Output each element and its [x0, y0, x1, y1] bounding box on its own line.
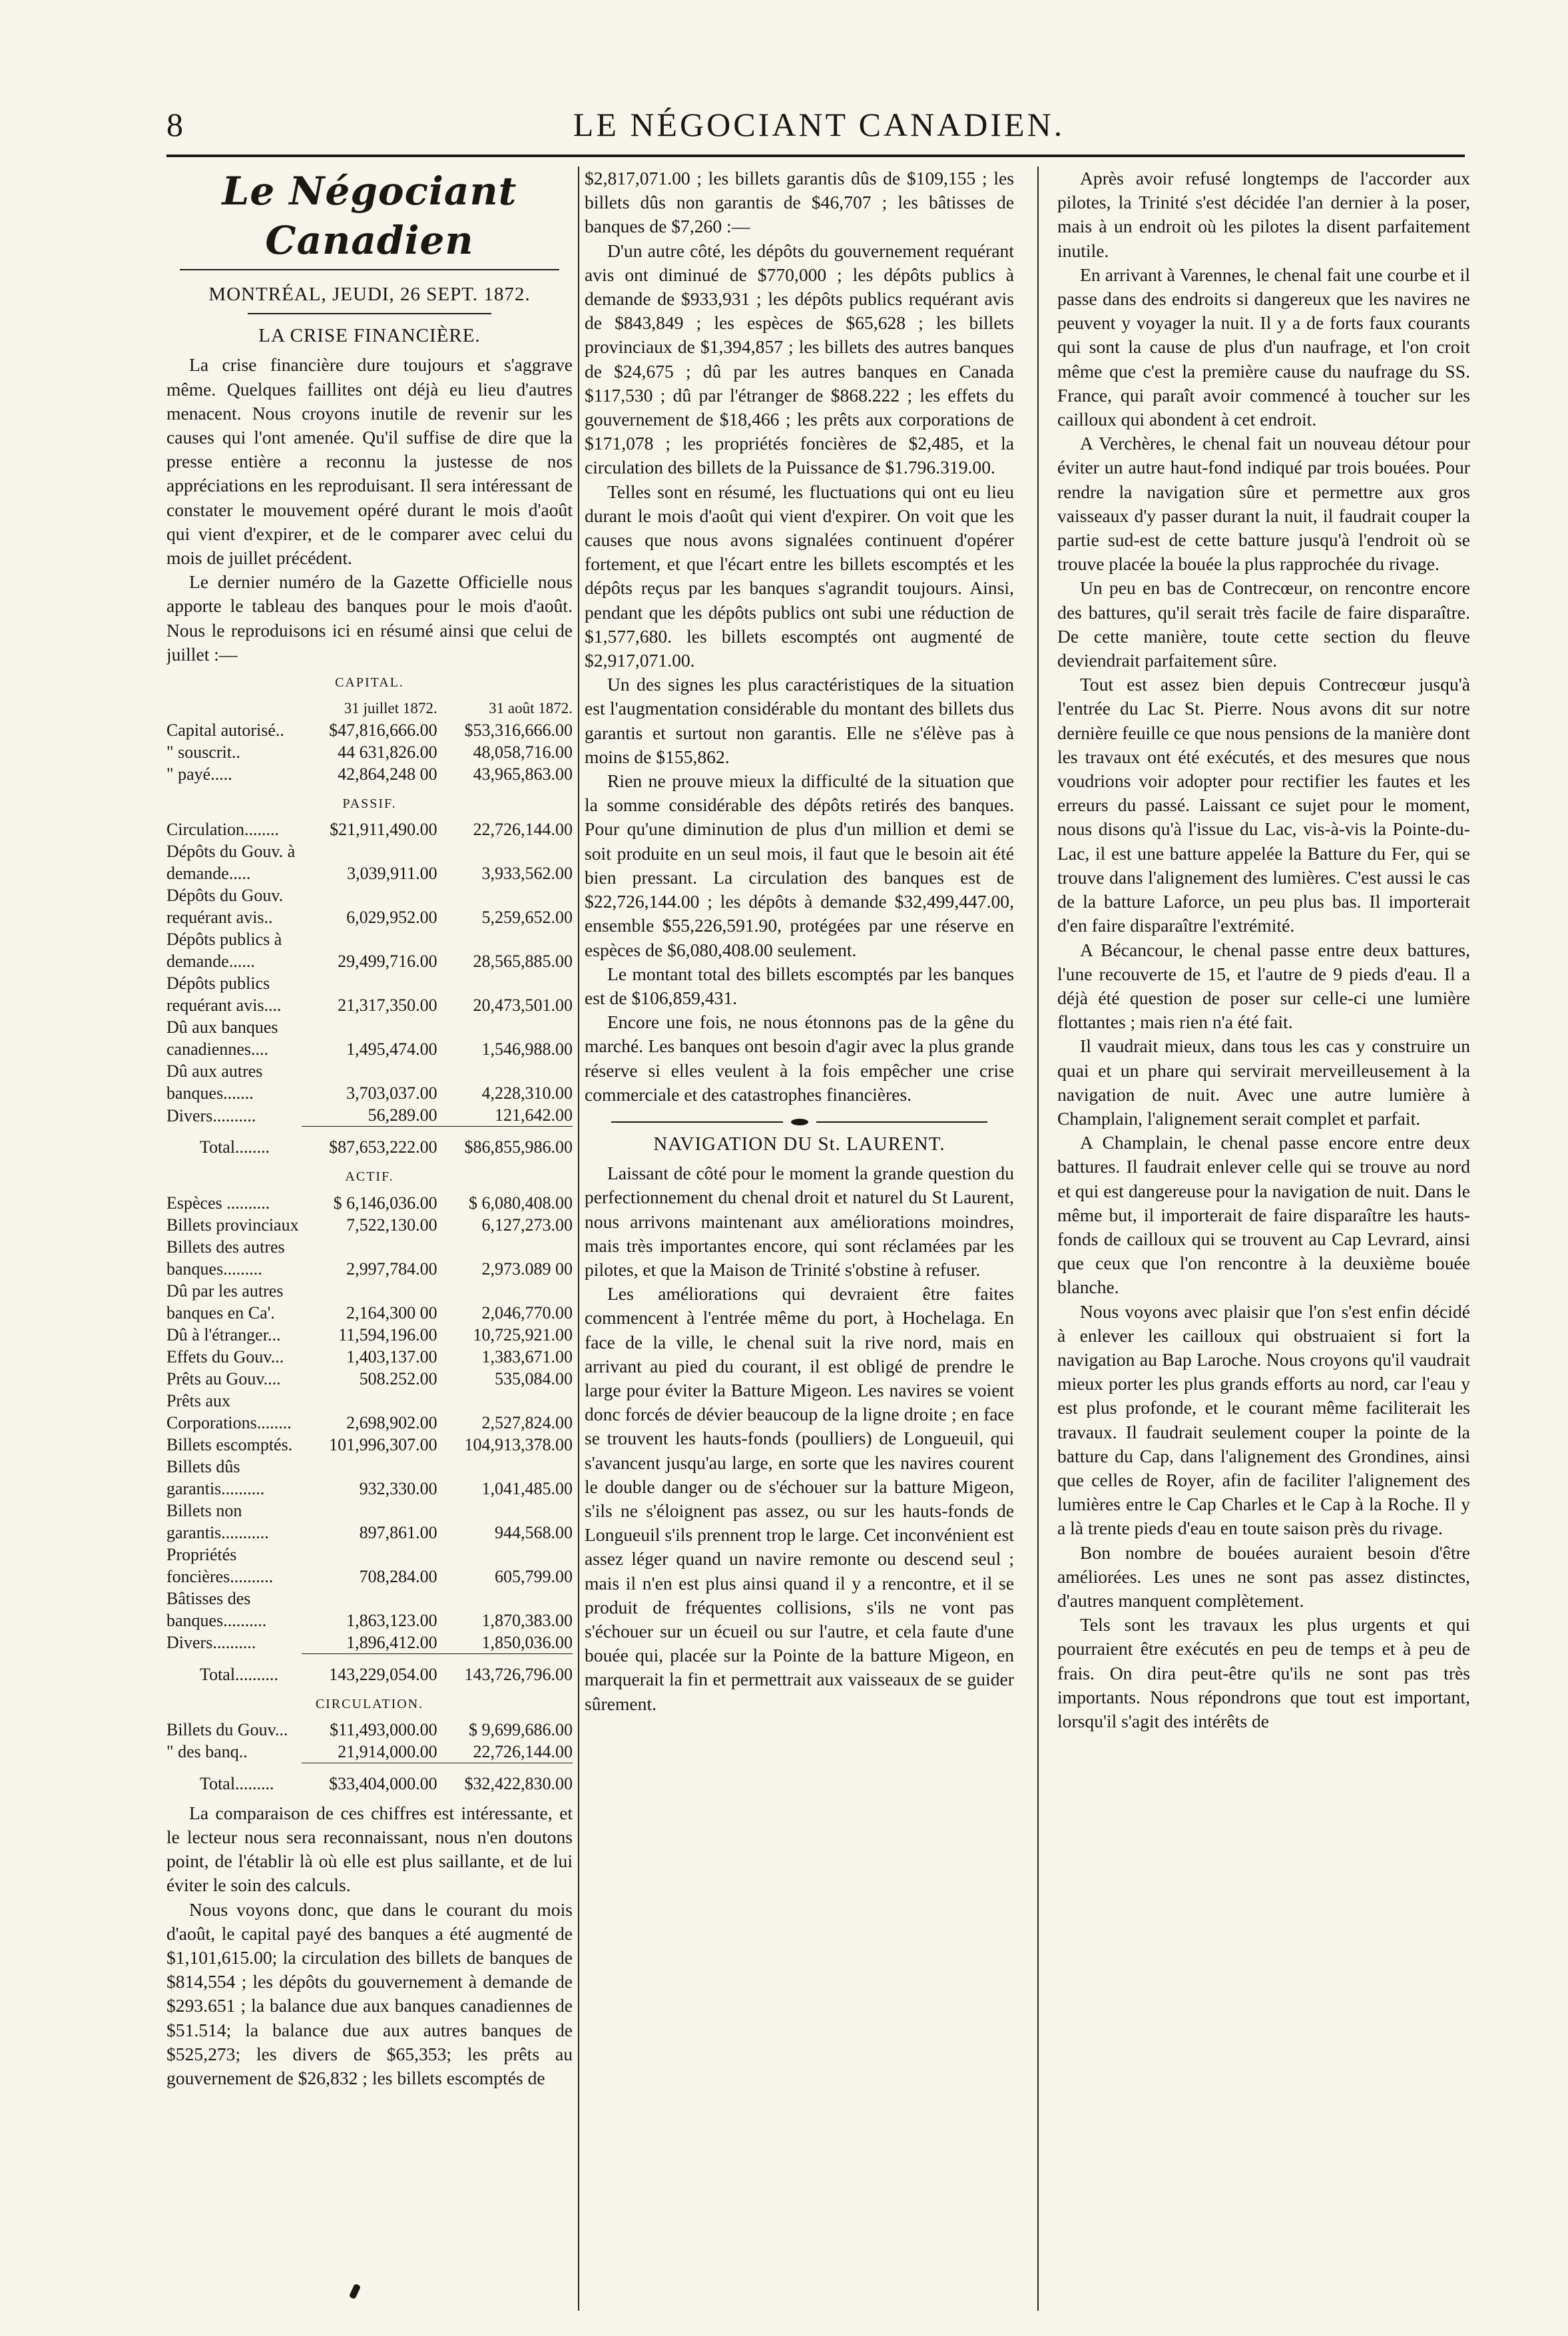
table-row: [166, 1544, 573, 1588]
table-row: [166, 1456, 573, 1500]
value-august: 2,973.089 00: [481, 1259, 573, 1279]
header-rule: [166, 154, 1465, 157]
table-row: [166, 1588, 573, 1631]
table-heading-passif: PASSIF.: [342, 796, 397, 812]
paragraph: Le dernier numéro de la Gazette Officielle nous apporte le tableau des banques pour le mois d'août. Nous le reproduisons ici en résumé ainsi que celui de juillet :—: [166, 571, 573, 665]
value-july: 2,698,902.00: [346, 1412, 437, 1432]
circulation-table: [166, 1719, 573, 1795]
dateline-rule: [248, 313, 491, 314]
dateline: MONTRÉAL, JEUDI, 26 SEPT. 1872.: [208, 284, 531, 305]
row-label: Dépôts publics à demande......: [166, 930, 282, 972]
row-label: Propriétés foncières..........: [166, 1544, 274, 1586]
table-row: [166, 1104, 573, 1127]
value-july: 29,499,716.00: [338, 952, 437, 972]
row-label: Capital autorisé..: [166, 721, 284, 740]
paragraph: Tout est assez bien depuis Contrecœur jusqu'à l'entrée du Lac St. Pierre. Nous avons dit sur notre dernière feuille ce que nous pensions de la manière dont les travaux ont été exécutés, et des mesures que nous voudrions voir adopter pour rectifier les fautes et les erreurs du passé. Laissant ce sujet pour le moment, nous disons qu'à l'issue du Lac, vis-à-vis la Pointe-du-Lac, il est une batture appelée la Batture du Fer, qui se trouve dans l'alignement des lumières. C'est aussi le cas de la batture Laforce, un peu plus bas. Il importerait d'en faire disparaître l'extrémité.: [1057, 674, 1470, 936]
row-label: " des banq..: [166, 1742, 248, 1762]
value-july: 21,317,350.00: [338, 996, 437, 1016]
table-row: [166, 1016, 573, 1060]
value-august: 1,870,383.00: [481, 1610, 573, 1630]
row-label: Dû à l'étranger...: [166, 1324, 281, 1344]
value-august: $ 6,080,408.00: [469, 1193, 573, 1213]
paragraph: Encore une fois, ne nous étonnons pas de la gêne du marché. Les banques ont besoin d'agir avec la plus grande réserve si elles veulent à la fois empêcher une crise commerciale et des catastrophes financières.: [585, 1012, 1014, 1105]
value-august: 104,913,378.00: [464, 1434, 573, 1454]
paragraph: La crise financière dure toujours et s'aggrave même. Quelques faillites ont déjà eu lieu d'autres menacent. Nous croyons inutile de revenir sur les causes qui l'ont amenée. Qu'il suffise de dire que la presse entière a reconnu la justesse de nos appréciations en les reproduisant. Il sera intéressant de constater le mouvement opéré durant le mois d'août qui vient d'expirer, et de le comparer avec celui du mois de juillet précédent.: [166, 354, 573, 569]
table-total-row: Total.......... 143,229,054.00 143,726,796.00: [166, 1653, 573, 1685]
value-july: 44 631,826.00: [338, 742, 437, 762]
paragraph: Bon nombre de bouées auraient besoin d'être améliorées. Les unes ne sont pas assez distinctes, d'autres manquent complètement.: [1057, 1542, 1470, 1611]
table-column-headers: [166, 697, 573, 719]
page-header: [166, 105, 1471, 158]
table-row: [166, 1324, 573, 1346]
row-label: Dépôts du Gouv. requérant avis..: [166, 886, 284, 928]
article-title: LA CRISE FINANCIÈRE.: [258, 325, 481, 347]
table-row: [166, 1500, 573, 1544]
value-august: 121,642.00: [495, 1105, 573, 1125]
value-august: 3,933,562.00: [481, 864, 573, 884]
masthead: Le Négociant Canadien: [222, 168, 517, 263]
circulation-rows: [166, 1719, 573, 1763]
value-july: 21,914,000.00: [338, 1741, 437, 1761]
table-row: [166, 1631, 573, 1654]
paragraph: La comparaison de ces chiffres est intéressante, et le lecteur nous sera reconnaissant, nous n'en doutons point, de l'établir là où elle est plus saillante, et de lui éviter le soin des calculs.: [166, 1802, 573, 1896]
table-row: [166, 1390, 573, 1434]
column-header-july: 31 juillet 1872.: [344, 700, 437, 717]
row-label: Divers..........: [166, 1633, 256, 1653]
value-august: 22,726,144.00: [473, 820, 573, 840]
table-row: [166, 972, 573, 1016]
value-july: 508.252.00: [359, 1368, 437, 1388]
row-label: Billets non garantis...........: [166, 1500, 269, 1542]
row-label: Espèces ..........: [166, 1193, 270, 1213]
paragraph: A Bécancour, le chenal passe entre deux battures, l'une recouverte de 15, et l'autre de 9 pieds d'eau. Il a déjà été question de poser sur celle-ci une lumière flottantes ; mais rien n'a été fait.: [1057, 939, 1470, 1033]
bank-statement-table: [166, 697, 573, 785]
value-july: 56,289.00: [368, 1105, 437, 1125]
value-july: $11,493,000.00: [330, 1719, 437, 1739]
paragraph: A Champlain, le chenal passe encore entre deux battures. Il faudrait enlever celle qui se trouve au nord et qui est dangereuse pour la navigation de nuit. Dans le même but, il importerait de faire disparaître les hauts-fonds de cailloux qui se trouvent au Cap Levrard, ainsi que ceux que l'on rencontre à la deuxième bouée blanche.: [1057, 1132, 1470, 1298]
row-label: Circulation........: [166, 820, 279, 840]
value-july: 708,284.00: [359, 1566, 437, 1586]
table-row: [166, 1346, 573, 1368]
column-divider: [578, 166, 579, 2311]
value-august: 22,726,144.00: [473, 1741, 573, 1761]
value-august: 605,799.00: [495, 1566, 573, 1586]
row-label: Dû aux banques canadiennes....: [166, 1018, 278, 1059]
table-row: [166, 1280, 573, 1324]
value-august: 4,228,310.00: [481, 1083, 573, 1103]
row-label: Billets dûs garantis..........: [166, 1456, 265, 1498]
capital-rows: [166, 719, 573, 785]
paragraph: Telles sont en résumé, les fluctuations qui ont eu lieu durant le mois d'août qui vient d'expirer. On voit que les causes que nous avons signalées continuent d'opérer fortement, et que l'écart entre les billets escomptés et les dépôts reçus par les banques s'agrandit toujours. Ainsi, pendant que les dépôts publics ont subi une réduction de $1,577,680. les billets escomptés ont augmenté de $2,917,071.00.: [585, 481, 1014, 671]
value-july: 932,330.00: [359, 1478, 437, 1498]
value-july: 101,996,307.00: [329, 1434, 437, 1454]
actif-rows: [166, 1192, 573, 1654]
paragraph: Les améliorations qui devraient être faites commencent à l'entrée même du port, à Hochelaga. En face de la ville, le chenal suit la rive nord, mais en arrivant au pied du courant, il est obligé de prendre le large pour éviter la Batture Migeon. Les navires se voient donc forcés de dévier beaucoup de la ligne droite ; en face se trouvent les hauts-fonds (poulliers) de Longueuil, qui s'avancent jusqu'au large, en sorte que les navires courent le double danger ou de s'échouer sur la batture Migeon, s'ils ne s'éloignent pas assez, ou sur les hauts-fonds de Longueuil s'ils prennent trop le large. Cet inconvénient est assez léger quand un navire remonte ou descend seul ; mais il n'en est plus ainsi quand il y a rencontre, et il se produit de fréquentes collisions, s'ils ne vont pas s'échouer sur un écueil ou sur l'autre, et cela faute d'une bouée qui, placée sur la Pointe de la batture Migeon, en marquerait la fin et permettrait aux vaisseaux de se guider sûrement.: [585, 1283, 1014, 1714]
table-row: [166, 763, 573, 785]
table-row: [166, 1368, 573, 1390]
column-1: [166, 166, 573, 2317]
value-august: $ 9,699,686.00: [469, 1719, 573, 1739]
row-label: Bâtisses des banques..........: [166, 1588, 267, 1630]
row-label: Billets provinciaux: [166, 1215, 299, 1235]
value-july: $ 6,146,036.00: [333, 1193, 437, 1213]
value-august: 1,383,671.00: [481, 1346, 573, 1366]
table-row: [166, 884, 573, 928]
value-august: 1,041,485.00: [481, 1478, 573, 1498]
value-august: 6,127,273.00: [481, 1215, 573, 1235]
table-total-row: Total........ $87,653,222.00 $86,855,986.00: [166, 1127, 573, 1159]
table-row: [166, 818, 573, 840]
column-3: [1057, 166, 1470, 2317]
passif-rows: [166, 818, 573, 1127]
value-august: 2,527,824.00: [481, 1412, 573, 1432]
value-july: 2,164,300 00: [346, 1303, 437, 1322]
value-july: 1,403,137.00: [346, 1346, 437, 1366]
table-heading-circulation: CIRCULATION.: [315, 1696, 424, 1711]
value-july: 2,997,784.00: [346, 1259, 437, 1279]
masthead-rule: [180, 269, 559, 270]
row-label: Dépôts publics requérant avis....: [166, 974, 282, 1016]
value-august: 48,058,716.00: [473, 742, 573, 762]
row-label: Dépôts du Gouv. à demande.....: [166, 842, 296, 884]
value-august: 43,965,863.00: [473, 764, 573, 784]
value-july: 3,703,037.00: [346, 1083, 437, 1103]
row-label: Billets des autres banques.........: [166, 1237, 285, 1279]
paragraph: $2,817,071.00 ; les billets garantis dûs de $109,155 ; les billets dûs non garantis de $46,707 ; les bâtisses de banques de $7,260 :—: [585, 168, 1014, 237]
value-august: 5,259,652.00: [481, 908, 573, 928]
value-july: 1,863,123.00: [346, 1610, 437, 1630]
paragraph: A Verchères, le chenal fait un nouveau détour pour éviter un autre haut-fond indiqué par trois bouées. Pour rendre la navigation sûre et permettre aux gros vaisseaux d'y passer durant la nuit, il faudrait couper la partie sud-est de cette batture jusqu'à l'endroit où se trouve placée la bouée la plus rapprochée du rivage.: [1057, 433, 1470, 575]
value-july: 6,029,952.00: [346, 908, 437, 928]
actif-table: [166, 1192, 573, 1685]
table-row: [166, 1434, 573, 1456]
value-august: $53,316,666.00: [464, 721, 573, 740]
value-july: 1,495,474.00: [346, 1039, 437, 1059]
table-heading-capital: CAPITAL.: [335, 675, 404, 691]
table-row: [166, 1060, 573, 1104]
paragraph: Il vaudrait mieux, dans tous les cas y construire un quai et un phare qui servirait merveilleusement à la navigation de nuit. Avec une autre lumière à Champlain, l'alignement serait complet et parfait.: [1057, 1035, 1470, 1129]
table-row: [166, 741, 573, 763]
value-july: $21,911,490.00: [330, 820, 437, 840]
paragraph: Tels sont les travaux les plus urgents et qui pourraient être exécutés en peu de temps et à peu de frais. On dira peut-être qu'ils ne sont pas très importants. Nous répondrons que tout est important, lorsqu'il s'agit des intérêts de: [1057, 1614, 1470, 1731]
value-july: 897,861.00: [359, 1522, 437, 1542]
paragraph: Rien ne prouve mieux la difficulté de la situation que la somme considérable des dépôts retirés des banques. Pour qu'une diminution de plus d'un million et demi se soit produite en un seul mois, il faut que le besoin ait été bien pressant. La circulation des banques est de $22,726,144.00 ; les dépôts à demande $32,499,447.00, ensemble $55,226,591.90, protégées par une réserve en espèces de $6,080,408.00 seulement.: [585, 770, 1014, 960]
paragraph: Un peu en bas de Contrecœur, on rencontre encore des battures, qu'il serait très facile de faire disparaître. De cette manière, toute cette section du fleuve deviendrait parfaitement sûre.: [1057, 577, 1470, 671]
paragraph: Nous voyons donc, que dans le courant du mois d'août, le capital payé des banques a été augmenté de $1,101,615.00; la circulation des billets de banques de $814,554 ; les dépôts du gouvernement à demande de $293.651 ; la balance due aux banques canadiennes de $51.514; la balance due aux autres banques de $525,273; les divers de $65,353; les prêts au gouvernement de $26,832 ; les billets escomptés de: [166, 1898, 573, 2089]
paragraph: En arrivant à Varennes, le chenal fait une courbe et il passe dans des endroits si dangereux que les navires ne peuvent y voyager la nuit. Il y a de forts faux courants qui sont la cause de plus d'un naufrage, et l'on croit même que c'est la première cause du naufrage du SS. France, qui paraît avoir commencé à toucher sur les cailloux qui abondent à cet endroit.: [1057, 264, 1470, 430]
row-label: Billets du Gouv...: [166, 1719, 288, 1739]
value-august: 20,473,501.00: [473, 996, 573, 1016]
value-august: 2,046,770.00: [481, 1303, 573, 1322]
table-row: [166, 1214, 573, 1236]
row-label: Divers..........: [166, 1105, 256, 1125]
table-row: [166, 719, 573, 741]
table-heading-actif: ACTIF.: [345, 1169, 394, 1185]
table-total-row: Total......... $33,404,000.00 $32,422,830.00: [166, 1763, 573, 1795]
value-july: 11,594,196.00: [338, 1324, 437, 1344]
column-2: [585, 166, 1014, 2317]
table-row: [166, 928, 573, 972]
passif-table: [166, 818, 573, 1158]
paragraph: Le montant total des billets escomptés par les banques est de $106,859,431.: [585, 963, 1014, 1008]
value-july: 3,039,911.00: [347, 864, 437, 884]
value-august: 1,850,036.00: [481, 1632, 573, 1652]
row-label: Effets du Gouv...: [166, 1346, 284, 1366]
value-august: 944,568.00: [495, 1522, 573, 1542]
row-label: Prêts au Gouv....: [166, 1368, 281, 1388]
column-header-august: 31 août 1872.: [489, 700, 573, 717]
row-label: Dû par les autres banques en Ca'.: [166, 1281, 284, 1322]
value-august: 1,546,988.00: [481, 1039, 573, 1059]
running-title: LE NÉGOCIANT CANADIEN.: [573, 106, 1065, 143]
row-label: Prêts aux Corporations........: [166, 1390, 292, 1432]
paragraph: D'un autre côté, les dépôts du gouvernement requérant avis ont diminué de $770,000 ; les dépôts publics à demande de $933,931 ; les dépôts publics requérant avis de $843,849 ; les espèces de $65,628 ; les billets provinciaux de $1,394,857 ; les billets des autres banques de $24,675 ; dû par les autres banques en Canada $117,530 ; dû par l'étranger de $868.222 ; les effets du gouvernement de $18,466 ; les prêts aux corporations de $171,078 ; les propriétés foncières de $2,485, et la circulation des billets de la Puissance de $1.796.319.00.: [585, 240, 1014, 478]
paragraph: Nous voyons avec plaisir que l'on s'est enfin décidé à enlever les cailloux qui obstruaient si fort la navigation au Bap Laroche. Nous croyons qu'il vaudrait mieux porter les plus grands efforts au nord, car l'eau y est plus profonde, et le courant même faciliterait les travaux. Il faudrait seulement couper la pointe de la batture du Cap, dans l'alignement des Grondines, ainsi que celles de Royer, afin de faciliter l'alignement des lumières entre le Cap Charles et le Cap à la Roche. Il y a là trente pieds d'eau en toute saison près du rivage.: [1057, 1301, 1470, 1539]
row-label: " souscrit..: [166, 742, 240, 762]
table-row: [166, 1236, 573, 1280]
table-row: [166, 1741, 573, 1763]
value-july: 1,896,412.00: [346, 1632, 437, 1652]
table-row: [166, 1192, 573, 1214]
page-number: 8: [166, 106, 183, 143]
value-august: 28,565,885.00: [473, 952, 573, 972]
value-august: 535,084.00: [495, 1368, 573, 1388]
paragraph: Laissant de côté pour le moment la grande question du perfectionnement du chenal droit et naturel du St Laurent, nous arrivons maintenant aux améliorations moindres, mais très importantes encore, qui sont réclamées par les pilotes, et que la Maison de Trinité s'obstine à refuser.: [585, 1163, 1014, 1280]
article-title: NAVIGATION DU St. LAURENT.: [653, 1133, 945, 1155]
value-july: $47,816,666.00: [329, 721, 437, 740]
row-label: Billets escomptés.: [166, 1434, 293, 1454]
value-july: 7,522,130.00: [346, 1215, 437, 1235]
column-divider: [1037, 166, 1039, 2311]
paragraph: Après avoir refusé longtemps de l'accorder aux pilotes, la Trinité s'est décidée l'an dernier à la poser, mais à un endroit où les pilotes la disent parfaitement inutile.: [1057, 168, 1470, 261]
table-row: [166, 840, 573, 884]
row-label: " payé.....: [166, 764, 232, 784]
value-august: 10,725,921.00: [473, 1324, 573, 1344]
paragraph: Un des signes les plus caractéristiques de la situation est l'augmentation considérable du montant des billets dus garantis et surtout non garantis. Elle ne s'élève pas à moins de $155,862.: [585, 674, 1014, 767]
section-ornament-rule: [611, 1119, 987, 1125]
value-july: 42,864,248 00: [338, 764, 437, 784]
row-label: Dû aux autres banques.......: [166, 1061, 263, 1103]
table-row: [166, 1719, 573, 1741]
